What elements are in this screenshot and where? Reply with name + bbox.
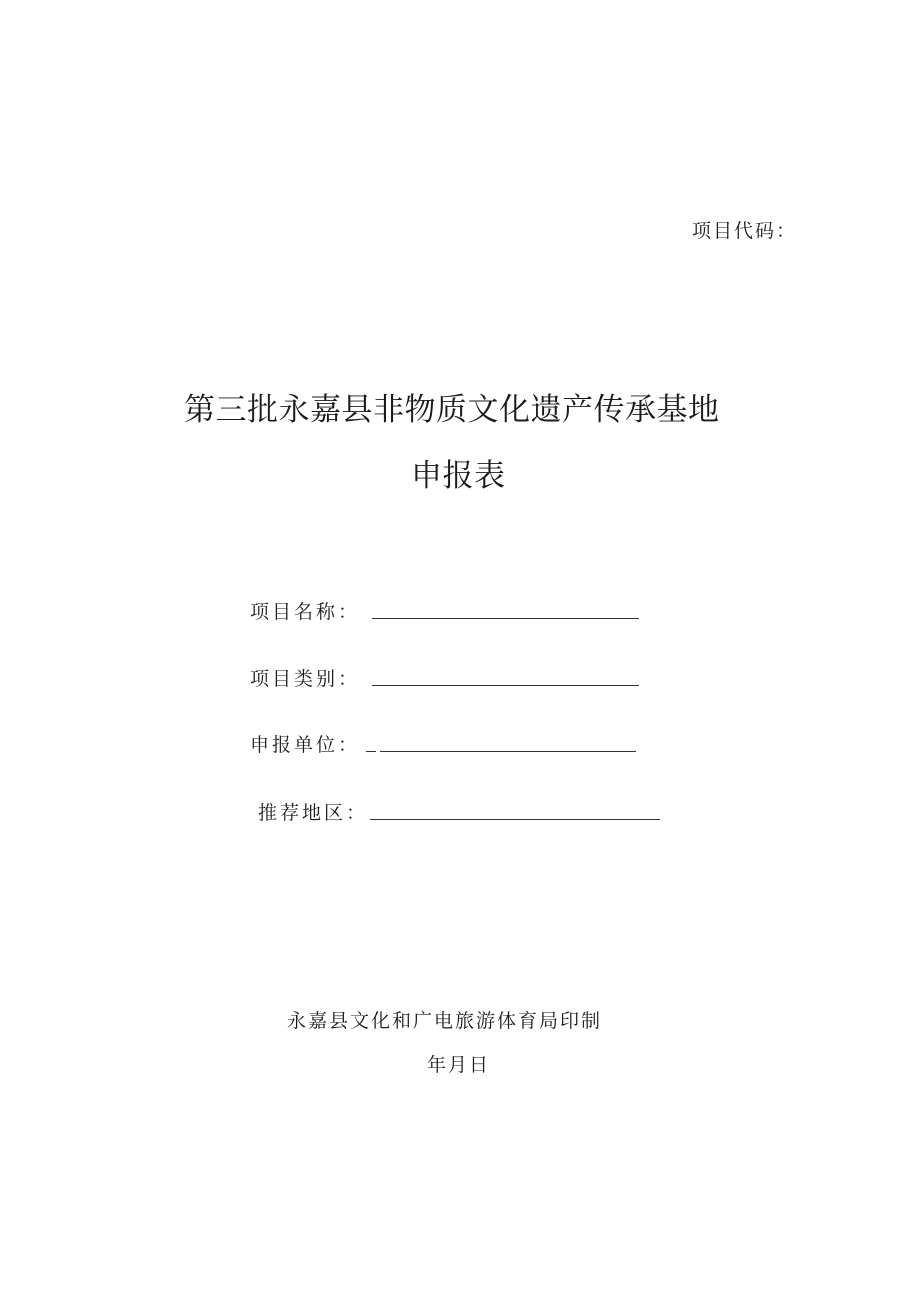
project-category-blank[interactable] <box>372 684 639 686</box>
applicant-unit-label: 申报单位： <box>250 734 361 756</box>
issuer-text: 永嘉县文化和广电旅游体育局印制 <box>287 1010 603 1032</box>
project-category-field <box>250 661 639 691</box>
recommended-region-blank[interactable] <box>370 818 660 820</box>
project-code-label: 项目代码： <box>692 220 798 242</box>
project-name-field <box>250 594 639 624</box>
title-line-2: 申报表 <box>411 458 506 494</box>
title-line-1: 第三批永嘉县非物质文化遗产传承基地 <box>184 392 720 428</box>
recommended-region-label: 推荐地区： <box>258 802 369 824</box>
date-text: 年月日 <box>427 1054 491 1076</box>
applicant-unit-field <box>250 727 636 757</box>
project-name-blank[interactable] <box>372 617 639 619</box>
project-name-label: 项目名称： <box>250 601 361 623</box>
recommended-region-field <box>258 795 660 825</box>
applicant-unit-blank[interactable] <box>380 750 636 752</box>
applicant-unit-dash <box>366 751 376 752</box>
project-category-label: 项目类别： <box>250 668 361 690</box>
